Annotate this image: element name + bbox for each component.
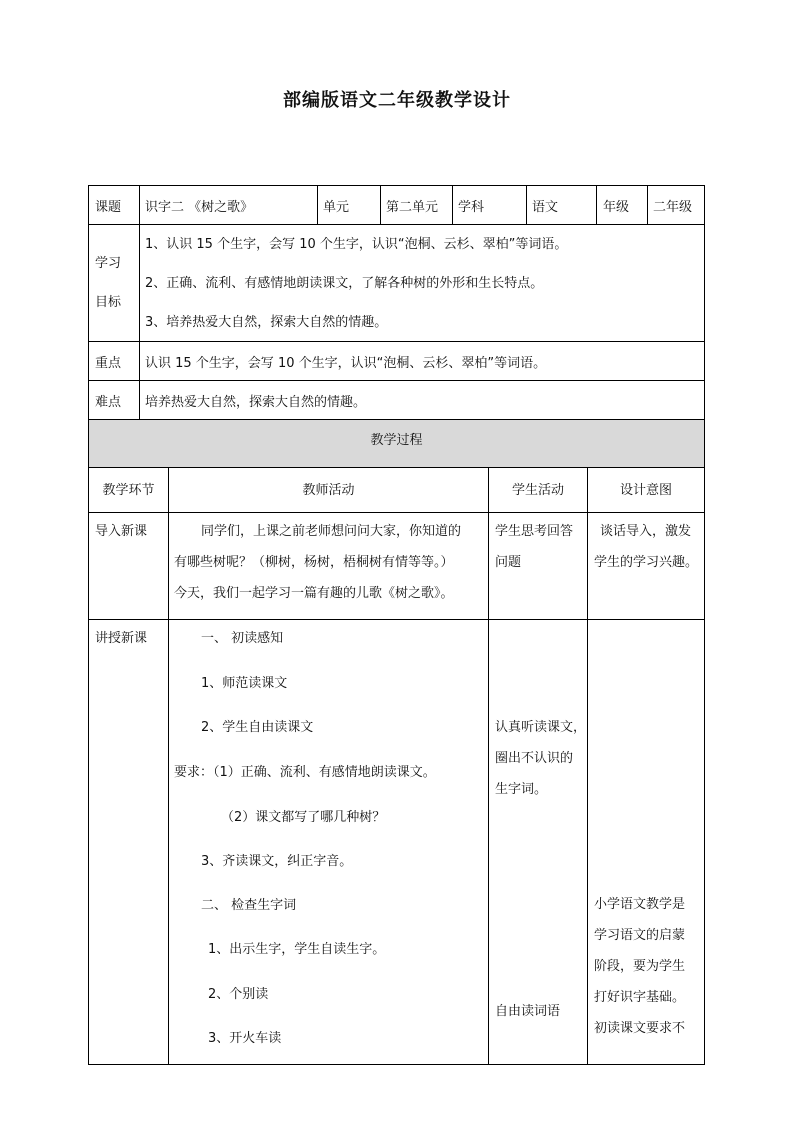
column-header: 设计意图 [619, 483, 672, 498]
intro-intent-line: 谈话导入，激发 [600, 524, 692, 539]
column-header: 教学环节 [102, 483, 155, 498]
lesson-plan-table [88, 185, 705, 1065]
teach-row [89, 620, 704, 1064]
intro-stage: 导入新课 [95, 524, 148, 539]
intro-student-line: 问题 [495, 555, 522, 570]
goal-item: 3、培养热爱大自然，探索大自然的情趣。 [145, 315, 388, 330]
intro-teacher-line: 今天，我们一起学习一篇有趣的儿歌《树之歌》。 [174, 586, 454, 601]
teach-teacher-line: 3、开火车读 [208, 1031, 282, 1046]
grade-value: 二年级 [653, 200, 693, 215]
lesson-label: 课题 [95, 200, 122, 215]
lesson-value: 识字二 《树之歌》 [145, 200, 254, 215]
teach-student-line: 认真听读课文， [495, 720, 587, 735]
column-header-row [89, 468, 704, 513]
unit-label: 单元 [323, 200, 350, 215]
goal-item: 2、正确、流利、有感情地朗读课文，了解各种树的外形和生长特点。 [145, 276, 544, 291]
teach-student-line: 圈出不认识的 [495, 751, 574, 766]
intro-teacher-line: 同学们，上课之前老师想问问大家，你知道的 [201, 524, 462, 539]
teach-teacher-line: 1、师范读课文 [201, 676, 288, 691]
teach-stage: 讲授新课 [95, 631, 148, 646]
subject-label: 学科 [458, 200, 485, 215]
column-header: 学生活动 [511, 483, 564, 498]
teach-intent-line: 阶段，要为学生 [594, 959, 686, 974]
intro-intent-line: 学生的学习兴趣。 [594, 555, 699, 570]
goals-label-1: 学习 [95, 256, 122, 271]
intro-teacher-line: 有哪些树呢？（柳树，杨树，梧桐树有情等等。） [174, 555, 454, 570]
process-header-row [89, 420, 704, 468]
teach-student-line: 生字词。 [495, 782, 548, 797]
teach-teacher-line: （2）课文都写了哪几种树？ [221, 810, 386, 825]
info-row [89, 186, 704, 225]
teach-intent-line: 小学语文教学是 [594, 897, 686, 912]
teach-teacher-line: 要求：（1）正确、流利、有感情地朗读课文。 [174, 765, 436, 780]
page-title: 部编版语文二年级教学设计 [283, 90, 511, 111]
unit-value: 第二单元 [386, 200, 439, 215]
teach-teacher-line: 2、个别读 [208, 987, 269, 1002]
difficulty-text: 培养热爱大自然，探索大自然的情趣。 [145, 395, 367, 410]
teach-student-line: 自由读词语 [495, 1004, 561, 1019]
teach-intent-line: 初读课文要求不 [594, 1021, 686, 1036]
intro-row [89, 513, 704, 620]
teach-teacher-line: 1、出示生字，学生自读生字。 [208, 942, 386, 957]
teach-teacher-line: 2、学生自由读课文 [201, 720, 314, 735]
difficulty-row [89, 381, 704, 420]
teach-teacher-line: 一、 初读感知 [201, 631, 284, 646]
key-text: 认识 15 个生字，会写 10 个生字，认识“泡桐、云杉、翠柏”等词语。 [145, 356, 547, 371]
teach-teacher-line: 二、 检查生字词 [201, 898, 297, 913]
grade-label: 年级 [603, 200, 630, 215]
key-point-row [89, 342, 704, 381]
goals-row [89, 225, 704, 342]
goal-item: 1、认识 15 个生字，会写 10 个生字，认识“泡桐、云杉、翠柏”等词语。 [145, 237, 568, 252]
goals-label-2: 目标 [95, 295, 122, 310]
key-label: 重点 [95, 356, 122, 371]
column-header: 教师活动 [302, 483, 355, 498]
intro-student-line: 学生思考回答 [495, 524, 574, 539]
teach-teacher-line: 3、齐读课文，纠正字音。 [201, 854, 353, 869]
teach-intent-line: 学习语文的启蒙 [594, 928, 686, 943]
teach-intent-line: 打好识字基础。 [594, 990, 686, 1005]
process-header: 教学过程 [370, 433, 423, 448]
difficulty-label: 难点 [95, 395, 122, 410]
subject-value: 语文 [532, 200, 559, 215]
